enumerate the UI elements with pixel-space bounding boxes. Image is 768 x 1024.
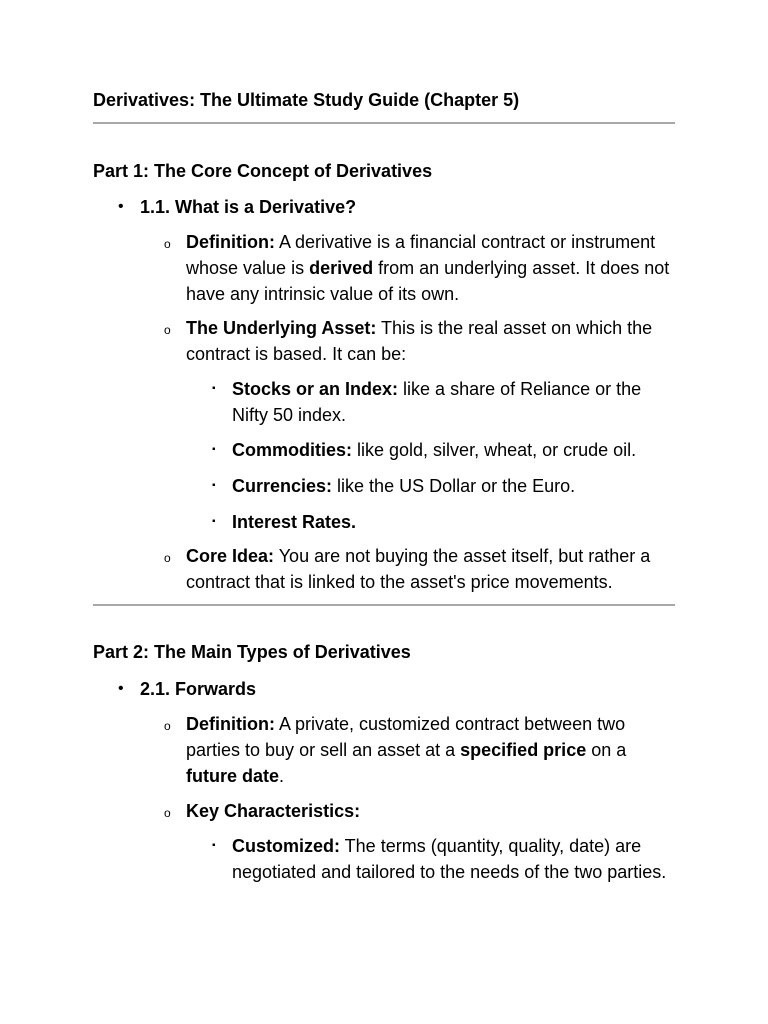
- part1-heading: Part 1: The Core Concept of Derivatives: [93, 161, 433, 181]
- circle-marker: o: [164, 719, 171, 733]
- list-item-definition: [164, 229, 675, 307]
- item-label: Stocks or an Index:: [232, 379, 399, 399]
- circle-marker: o: [164, 237, 171, 251]
- underlying-text: [186, 315, 675, 367]
- item-text: like gold, silver, wheat, or crude oil.: [352, 440, 637, 460]
- square-marker: ▪: [212, 383, 216, 394]
- horizontal-rule: [93, 604, 675, 606]
- square-marker: ▪: [212, 480, 216, 491]
- section-title: 1.1. What is a Derivative?: [140, 197, 357, 217]
- item-label: Customized:: [232, 836, 340, 856]
- definition-label: Definition:: [186, 714, 275, 734]
- circle-marker: o: [164, 551, 171, 565]
- section-title: 2.1. Forwards: [140, 679, 257, 699]
- definition-text: [186, 229, 675, 307]
- list-item-interest-rates: [212, 509, 675, 535]
- document-title: Derivatives: The Ultimate Study Guide (Chapter 5): [93, 90, 520, 110]
- core-idea-body: You are not buying the asset itself, but rather a contract that is linked to the asset's price movements.: [186, 546, 651, 592]
- item-text: The terms (quantity, quality, date) are negotiated and tailored to the needs of the two parties.: [232, 836, 667, 882]
- list-item-commodities: [212, 437, 675, 463]
- definition-bold: derived: [309, 258, 374, 278]
- list-item-underlying-asset: [164, 315, 675, 367]
- bullet-marker: •: [118, 680, 124, 697]
- core-idea-label: Core Idea:: [186, 546, 275, 566]
- list-item-core-idea: [164, 543, 675, 595]
- section-1-1: [118, 194, 675, 220]
- definition-label: Definition:: [186, 232, 275, 252]
- item-label: Currencies:: [232, 476, 333, 496]
- bullet-marker: •: [118, 198, 124, 215]
- underlying-body: This is the real asset on which the contract is based. It can be:: [186, 318, 653, 364]
- item-label: Interest Rates.: [232, 512, 357, 532]
- list-item-currencies: [212, 473, 675, 499]
- definition-body-a: A private, customized contract between two parties to buy or sell an asset at a: [186, 714, 626, 760]
- part2-heading: Part 2: The Main Types of Derivatives: [93, 642, 411, 662]
- definition-body-c: .: [279, 766, 285, 786]
- definition-bold-b: future date: [186, 766, 280, 786]
- item-text: like the US Dollar or the Euro.: [332, 476, 576, 496]
- definition-body-b: from an underlying asset. It does not have any intrinsic value of its own.: [186, 258, 670, 304]
- square-marker: ▪: [212, 840, 216, 851]
- list-item-forward-definition: [164, 711, 675, 789]
- list-item-key-characteristics: [164, 798, 675, 824]
- circle-marker: o: [164, 323, 171, 337]
- item-label: Commodities:: [232, 440, 353, 460]
- definition-body-b: on a: [586, 740, 627, 760]
- square-marker: ▪: [212, 444, 216, 455]
- horizontal-rule: [93, 122, 675, 124]
- definition-bold-a: specified price: [460, 740, 587, 760]
- section-2-1: [118, 676, 675, 702]
- definition-body-a: A derivative is a financial contract or instrument whose value is: [186, 232, 656, 278]
- item-text: like a share of Reliance or the Nifty 50 index.: [232, 379, 642, 425]
- square-marker: ▪: [212, 516, 216, 527]
- circle-marker: o: [164, 806, 171, 820]
- list-item-customized: [212, 833, 675, 885]
- key-characteristics-label: Key Characteristics:: [186, 801, 361, 821]
- list-item-stocks: [212, 376, 675, 428]
- underlying-label: The Underlying Asset:: [186, 318, 377, 338]
